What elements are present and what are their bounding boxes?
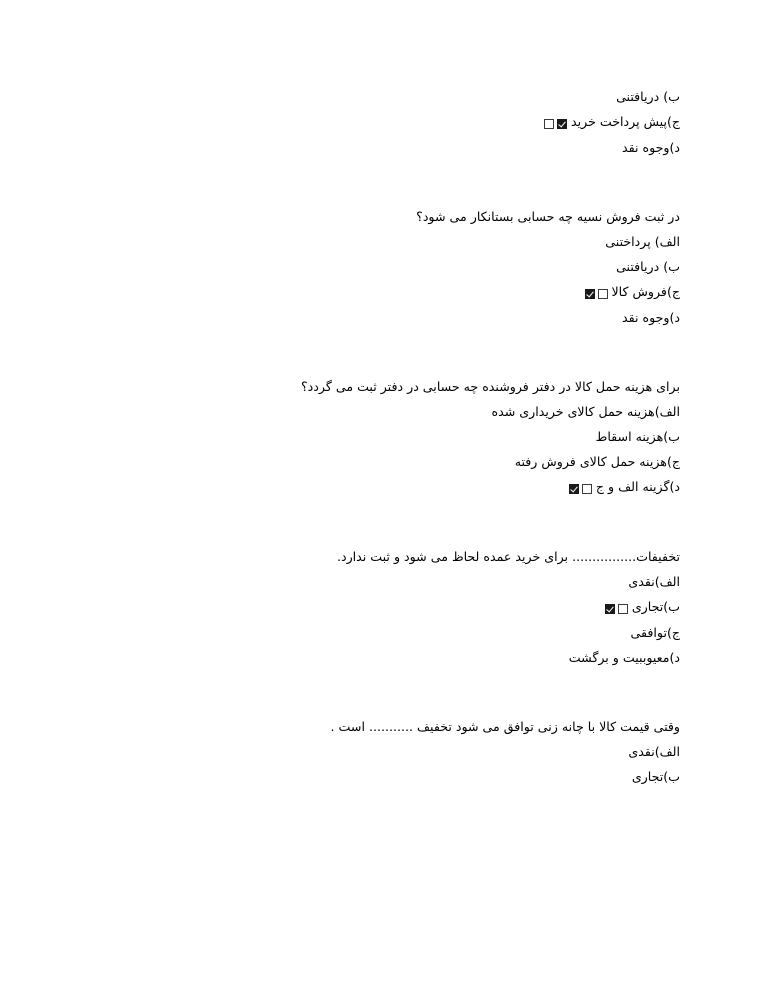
question-block: [88, 714, 680, 789]
answer-option-label: د)وجوه نقد: [622, 310, 680, 325]
answer-option[interactable]: [88, 254, 680, 279]
answer-option[interactable]: [88, 620, 680, 645]
answer-option[interactable]: [88, 594, 680, 620]
question-text: تخفیفات................ برای خرید عمده لحاظ می شود و ثبت ندارد.: [336, 549, 680, 564]
checkbox-group: [602, 595, 628, 620]
answer-option[interactable]: [88, 739, 680, 764]
answer-option-label: د)معیوببیت و برگشت: [568, 650, 680, 665]
answer-option-label: الف)نقدی: [628, 744, 680, 759]
answer-option-label: ب) دریافتنی: [616, 259, 680, 274]
checked-checkbox-icon[interactable]: [557, 119, 567, 129]
answer-option-label: ب)هزینه اسقاط: [595, 429, 680, 444]
checkbox-group: [582, 280, 608, 305]
answer-option-label: ج)توافقی: [630, 625, 680, 640]
checkbox-group: [541, 110, 567, 135]
answer-option[interactable]: [88, 474, 680, 500]
question-block: [88, 204, 680, 330]
empty-checkbox-icon[interactable]: [618, 604, 628, 614]
answer-option[interactable]: [88, 305, 680, 330]
answer-option[interactable]: [88, 135, 680, 160]
question-text: برای هزینه حمل کالا در دفتر فروشنده چه حسابی در دفتر ثبت می گردد؟: [300, 379, 680, 394]
answer-option[interactable]: [88, 424, 680, 449]
answer-option-label: الف) پرداختنی: [605, 234, 680, 249]
question-block: [88, 374, 680, 500]
empty-checkbox-icon[interactable]: [544, 119, 554, 129]
answer-option[interactable]: [88, 449, 680, 474]
answer-option-label: ج)هزینه حمل کالای فروش رفته: [514, 454, 680, 469]
checked-checkbox-icon[interactable]: [569, 484, 579, 494]
answer-option[interactable]: [88, 764, 680, 789]
answer-option[interactable]: [88, 399, 680, 424]
checked-checkbox-icon[interactable]: [585, 289, 595, 299]
answer-option-label: د)گزینه الف و ج: [595, 479, 680, 494]
answer-option-label: ج)پیش پرداخت خرید: [571, 114, 680, 129]
answer-option-label: ب)تجاری: [631, 599, 680, 614]
answer-option[interactable]: [88, 279, 680, 305]
checked-checkbox-icon[interactable]: [605, 604, 615, 614]
answer-option-label: ب) دریافتنی: [616, 89, 680, 104]
answer-option[interactable]: [88, 569, 680, 594]
checkbox-group: [566, 475, 592, 500]
answer-option[interactable]: [88, 229, 680, 254]
answer-option-label: ج)فروش کالا: [611, 284, 680, 299]
question-text: در ثبت فروش نسیه چه حسابی بستانکار می شود؟: [416, 209, 680, 224]
empty-checkbox-icon[interactable]: [582, 484, 592, 494]
question-text: وقتی قیمت کالا با چانه زنی توافق می شود تخفیف ........... است .: [330, 719, 680, 734]
empty-checkbox-icon[interactable]: [598, 289, 608, 299]
answer-option-label: الف)هزینه حمل کالای خریداری شده: [491, 404, 680, 419]
answer-option-label: د)وجوه نقد: [622, 140, 680, 155]
answer-option[interactable]: [88, 84, 680, 109]
question-block: [88, 544, 680, 670]
question-block: [88, 84, 680, 160]
answer-option-label: ب)تجاری: [631, 769, 680, 784]
answer-option-label: الف)نقدی: [628, 574, 680, 589]
answer-option[interactable]: [88, 109, 680, 135]
answer-option[interactable]: [88, 645, 680, 670]
document-body: [88, 84, 680, 789]
